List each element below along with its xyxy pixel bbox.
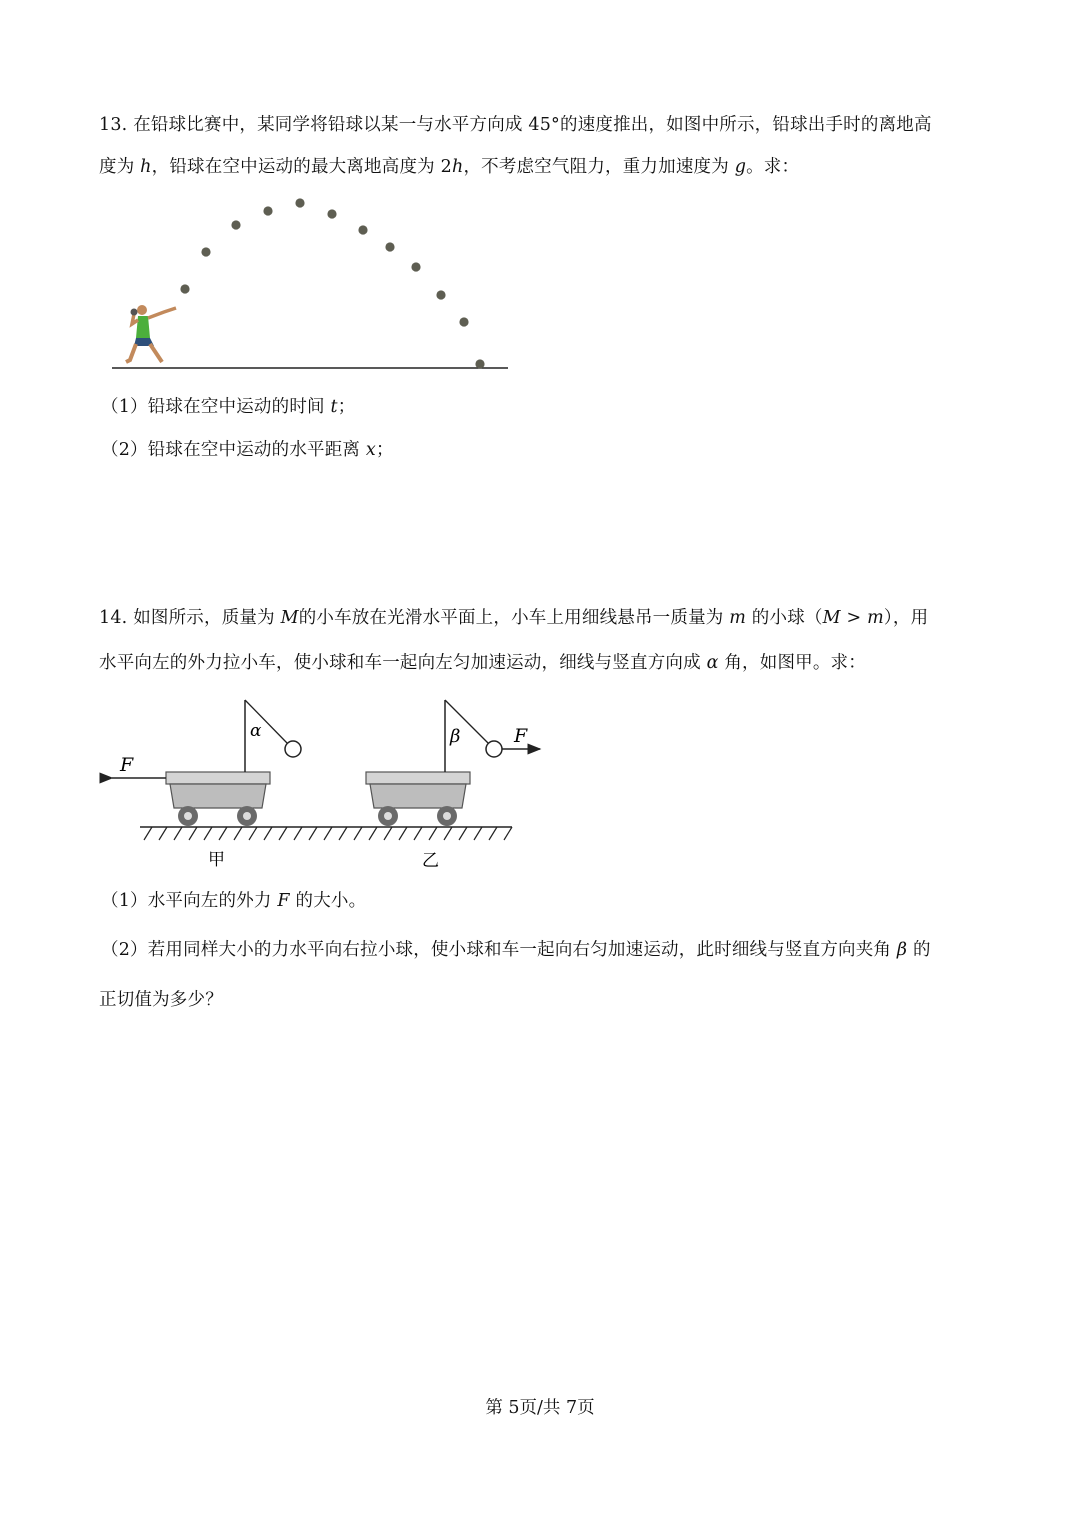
q13-line1: 13. 在铅球比赛中，某同学将铅球以某一与水平方向成 45°的速度推出，如图中所示，铅球出手时的离地高 <box>99 115 932 135</box>
ball-left <box>285 741 301 757</box>
q14-sub2-line2: 正切值为多少？ <box>99 990 223 1010</box>
label-F-right: F <box>514 725 528 747</box>
q14-sub2: （2）若用同样大小的力水平向右拉小球，使小球和车一起向右匀加速运动，此时细线与竖直方向夹角 β 的 <box>101 940 931 960</box>
cart-right <box>366 700 540 826</box>
q14-sub1: （1）水平向左的外力 F 的大小。 <box>101 891 367 911</box>
q13-line2: 度为 h，铅球在空中运动的最大离地高度为 2h，不考虑空气阻力，重力加速度为 g。求： <box>99 157 800 177</box>
page-footer: 第 5页/共 7页 <box>485 1398 595 1418</box>
q14-line2: 水平向左的外力拉小车，使小球和车一起向左匀加速运动，细线与竖直方向成 α 角，如图甲。求： <box>99 653 866 673</box>
caption-right: 乙 <box>422 851 439 871</box>
ground-hatching <box>144 827 512 840</box>
label-F-left: F <box>120 754 134 776</box>
q13-sub2: （2）铅球在空中运动的水平距离 x； <box>101 440 394 460</box>
label-alpha: α <box>250 721 262 741</box>
q14-line1: 14. 如图所示，质量为 M的小车放在光滑水平面上，小车上用细线悬吊一质量为 m 的小球（M > m），用 <box>99 608 929 628</box>
q13-sub1: （1）铅球在空中运动的时间 t； <box>101 397 356 417</box>
label-beta: β <box>450 726 461 747</box>
cart-left <box>112 700 301 826</box>
ball-right <box>486 741 502 757</box>
caption-left: 甲 <box>208 850 225 870</box>
